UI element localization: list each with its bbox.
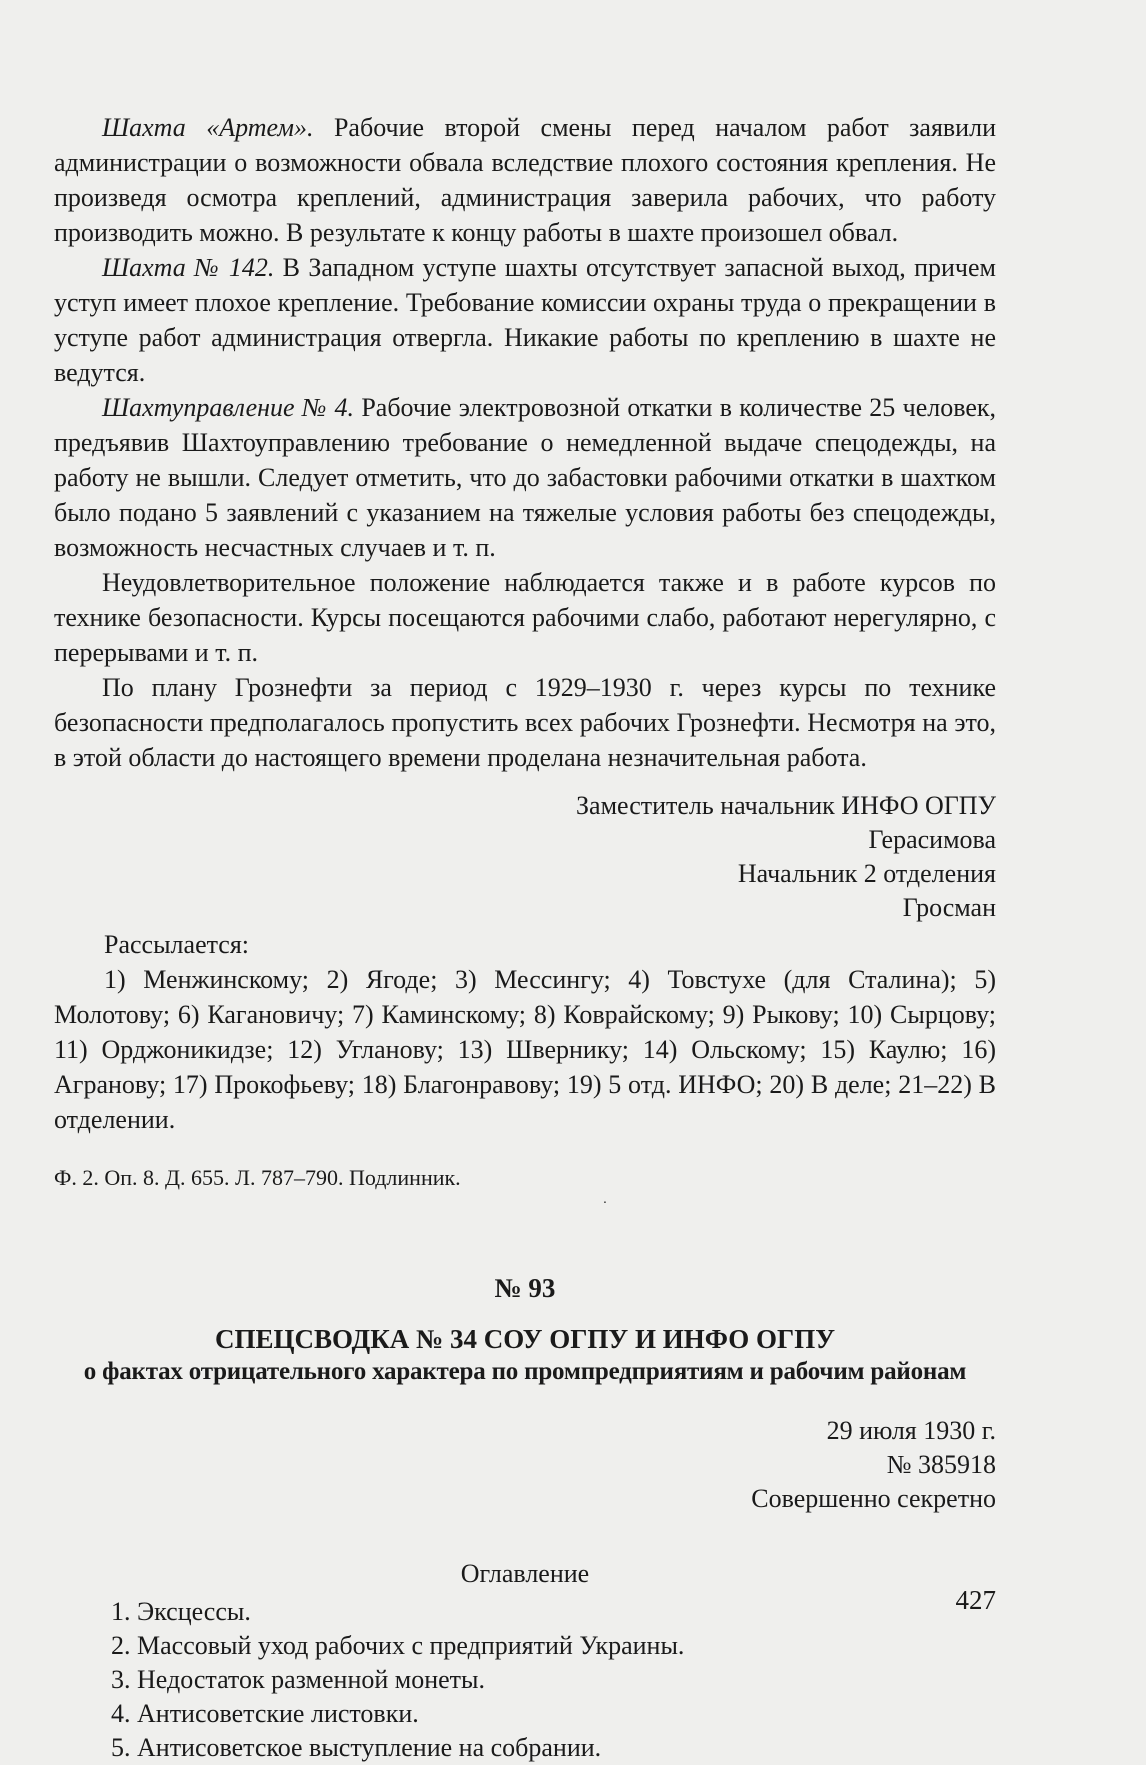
toc-item: 2. Массовый уход рабочих с предприятий Украины. <box>111 1631 685 1660</box>
classification-stamp: Совершенно секретно <box>751 1484 996 1513</box>
paragraph-lead: Шахта № 142. <box>102 253 275 282</box>
archive-source: Ф. 2. Оп. 8. Д. 655. Л. 787–790. Подлинник. <box>54 1165 461 1190</box>
page-body <box>54 110 996 1765</box>
document-title: СПЕЦСВОДКА № 34 СОУ ОГПУ И ИНФО ОГПУ <box>214 1324 836 1354</box>
toc-list <box>111 1595 996 1765</box>
chief-title: Начальник 2 отделения <box>737 859 996 888</box>
toc-item: 4. Антисоветские листовки. <box>111 1699 419 1728</box>
paragraph-mine-admin-4 <box>54 390 996 565</box>
toc-item: 3. Недостаток разменной монеты. <box>111 1665 486 1694</box>
chief-name: Гросман <box>902 893 996 922</box>
document-meta <box>54 1414 996 1516</box>
paragraph-grozneft-plan <box>54 670 996 775</box>
paragraph-mine-142 <box>54 250 996 390</box>
paragraph-text: Рабочие второй смены перед началом работ заявили администрации о возможности обвала вследствие плохого состояния крепления. Не произведя осмотра креплений, администрация заверила рабочих, что работу производить можно. В результате к концу работы в шахте произошел обвал. <box>54 113 996 247</box>
paragraph-artem <box>54 110 996 250</box>
paragraph-text: Рабочие электровозной откатки в количестве 25 человек, предъявив Шахтоуправлению требование о немедленной выдаче спецодежды, на работу не вышли. Следует отметить, что до забастовки рабочими откатки в шахтком было подано 5 заявлений с указанием на тяжелые условия работы без спецодежды, возможность несчастных случаев и т. п. <box>54 393 996 562</box>
page-number: 427 <box>955 1585 996 1615</box>
distribution-title: Рассылается: <box>104 930 250 959</box>
document-subtitle: о фактах отрицательного характера по промпредприятиям и рабочим районам <box>83 1358 967 1385</box>
signature-block <box>54 789 996 925</box>
paragraph-text: В Западном уступе шахты отсутствует запасной выход, причем уступ имеет плохое крепление. Требование комиссии охраны труда о прекращении в уступе работ администрация отвергла. Никакие работы по креплению в шахте не ведутся. <box>54 253 996 387</box>
deputy-name: Герасимова <box>868 825 996 854</box>
distribution-list: 1) Менжинскому; 2) Ягоде; 3) Мессингу; 4) Товстухе (для Сталина); 5) Молотову; 6) Кагановичу; 7) Каминскому; 8) Коврайскому; 9) Рыкову; 10) Сырцову; 11) Орджоникидзе; 12) Угланову; 13) Швернику; 14) Ольскому; 15) Каулю; 16) Агранову; 17) Прокофьеву; 18) Благонравову; 19) 5 отд. ИНФО; 20) В деле; 21–22) В отделении. <box>54 965 996 1134</box>
paragraph-lead: Шахта «Артем». <box>102 113 314 142</box>
document-number: № 93 <box>494 1273 556 1303</box>
paragraph-safety-courses <box>54 565 996 670</box>
document-reg-number: № 385918 <box>886 1450 996 1479</box>
toc-title: Оглавление <box>460 1559 590 1588</box>
paragraph-lead: Шахтуправление № 4. <box>102 393 355 422</box>
document-date: 29 июля 1930 г. <box>826 1416 996 1445</box>
paragraph-text: Неудовлетворительное положение наблюдается также и в работе курсов по технике безопасности. Курсы посещаются рабочими слабо, работают нерегулярно, с перерывами и т. п. <box>54 568 996 667</box>
toc-item: 1. Эксцессы. <box>111 1597 251 1626</box>
deputy-title: Заместитель начальник ИНФО ОГПУ <box>576 791 996 820</box>
paragraph-text: По плану Грознефти за период с 1929–1930 г. через курсы по технике безопасности предполагалось пропустить всех рабочих Грознефти. Несмотря на это, в этой области до настоящего времени проделана незначительная работа. <box>54 673 996 772</box>
separator-dot: · <box>602 1196 608 1211</box>
toc-item: 5. Антисоветское выступление на собрании. <box>111 1733 602 1762</box>
